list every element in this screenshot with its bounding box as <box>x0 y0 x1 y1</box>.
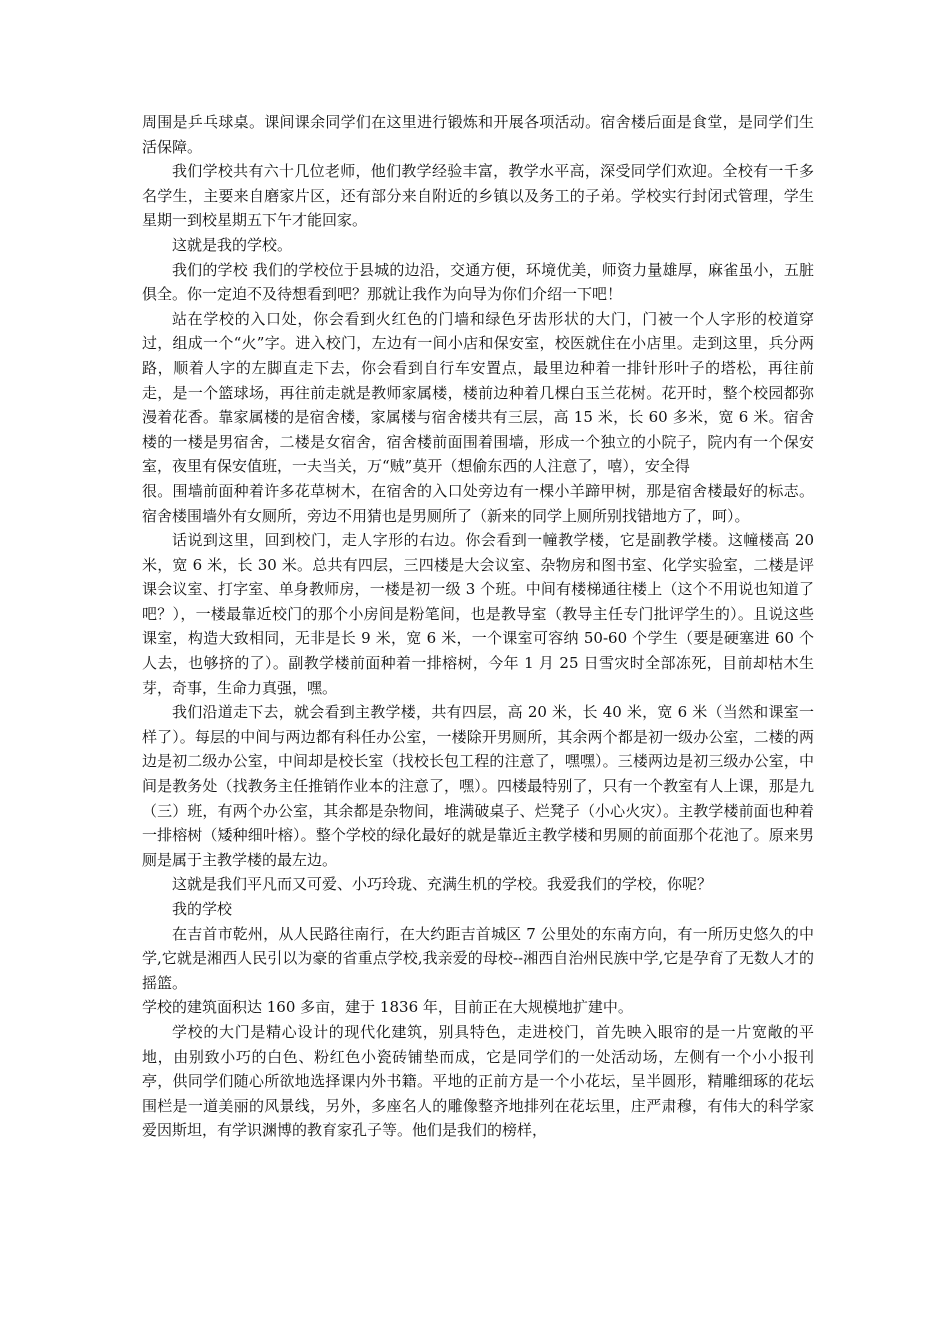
section-heading: 我的学校 <box>172 900 233 918</box>
paragraph: 这就是我的学校。 <box>172 235 293 254</box>
paragraph: 我们学校共有六十几位老师，他们教学经验丰富，教学水平高，深受同学们欢迎。全校有一千多名学生，主要来自磨家片区，还有部分来自附近的乡镇以及务工的子弟。学校实行封闭式管理，学生星期一到校星期五下午才能回家。 <box>142 162 814 230</box>
document-page <box>142 110 814 1143</box>
paragraph: 我们的学校 我们的学校位于县城的边沿，交通方便，环境优美，师资力量雄厚，麻雀虽小，五脏俱全。你一定迫不及待想看到吧？那就让我作为向导为你们介绍一下吧！ <box>142 260 814 304</box>
paragraph: 话说到这里，回到校门，走人字形的右边。你会看到一幢教学楼，它是副教学楼。这幢楼高 20 米，宽 6 米，长 30 米。总共有四层，三四楼是大会议室、杂物房和图书室、化学实验室，二楼是评课会议室、打字室、单身教师房，一楼是初一级 3 个班。中间有楼梯通往楼上（这个不用说也知道了吧？），一楼最靠近校门的那个小房间是粉笔间，也是教导室（教导主任专门批评学生的）。且说这些课室，构造大致相同，无非是长 9 米，宽 6 米，一个课室可容纳 50-60 个学生（要是硬塞进 60 个人去，也够挤的了）。副教学楼前面种着一排榕树，今年 1 月 25 日雪灾时全部冻死，目前却枯木生芽，奇事，生命力真强，嘿。 <box>142 531 814 697</box>
paragraph: 很。围墙前面种着许多花草树木，在宿舍的入口处旁边有一棵小羊蹄甲树，那是宿舍楼最好的标志。宿舍楼围墙外有女厕所，旁边不用猜也是男厕所了（新来的同学上厕所别找错地方了，呵）。 <box>142 481 814 525</box>
paragraph: 学校的建筑面积达 160 多亩，建于 1836 年，目前正在大规模地扩建中。 <box>142 998 633 1017</box>
paragraph: 我们沿道走下去，就会看到主教学楼，共有四层，高 20 米，长 40 米，宽 6 米（当然和课室一样了）。每层的中间与两边都有科任办公室，一楼除开男厕所，其余两个都是初一级办公室，二楼的两边是初二级办公室，中间却是校长室（找校长包工程的注意了，嘿嘿）。三楼两边是初三级办公室，中间是教务处（找教务主任推销作业本的注意了，嘿）。四楼最特别了，只有一个教室有人上课，那是九（三）班，有两个办公室，其余都是杂物间，堆满破桌子、烂凳子（小心火灾）。主教学楼前面也种着一排榕树（矮种细叶榕）。整个学校的绿化最好的就是靠近主教学楼和男厕的前面那个花池了。原来男厕是属于主教学楼的最左边。 <box>142 703 814 869</box>
paragraph: 在吉首市乾州，从人民路往南行，在大约距吉首城区 7 公里处的东南方向，有一所历史悠久的中学,它就是湘西人民引以为豪的省重点学校,我亲爱的母校--湘西自治州民族中学,它是孕育了无数人才的摇篮。 <box>142 924 814 992</box>
paragraph: 站在学校的入口处，你会看到火红色的门墙和绿色牙齿形状的大门，门被一个人字形的校道穿过，组成一个“火”字。进入校门，左边有一间小店和保安室，校医就住在小店里。走到这里，兵分两路，顺着人字的左脚直走下去，你会看到自行车安置点，最里边种着一排针形叶子的塔松，再往前走，是一个篮球场，再往前走就是教师家属楼，楼前边种着几棵白玉兰花树。花开时，整个校园都弥漫着花香。靠家属楼的是宿舍楼，家属楼与宿舍楼共有三层，高 15 米，长 60 多米，宽 6 米。宿舍楼的一楼是男宿舍，二楼是女宿舍，宿舍楼前面围着围墙，形成一个独立的小院子，院内有一个保安室，夜里有保安值班，一夫当关，万“贼”莫开（想偷东西的人注意了，嘻），安全得 <box>142 309 814 476</box>
paragraph: 周围是乒乓球桌。课间课余同学们在这里进行锻炼和开展各项活动。宿舍楼后面是食堂，是同学们生活保障。 <box>142 113 814 156</box>
paragraph: 这就是我们平凡而又可爱、小巧玲珑、充满生机的学校。我爱我们的学校，你呢？ <box>172 875 713 894</box>
paragraph: 学校的大门是精心设计的现代化建筑，别具特色，走进校门，首先映入眼帘的是一片宽敞的平地，由别致小巧的白色、粉红色小瓷砖铺垫而成，它是同学们的一处活动场，左侧有一个小小报刊亭，供同学们随心所欲地选择课内外书籍。平地的正前方是一个小花坛，呈半圆形，精雕细琢的花坛围栏是一道美丽的风景线，另外，多座名人的雕像整齐地排列在花坛里，庄严肃穆，有伟大的科学家爱因斯坦，有学识渊博的教育家孔子等。他们是我们的榜样， <box>142 1022 814 1140</box>
